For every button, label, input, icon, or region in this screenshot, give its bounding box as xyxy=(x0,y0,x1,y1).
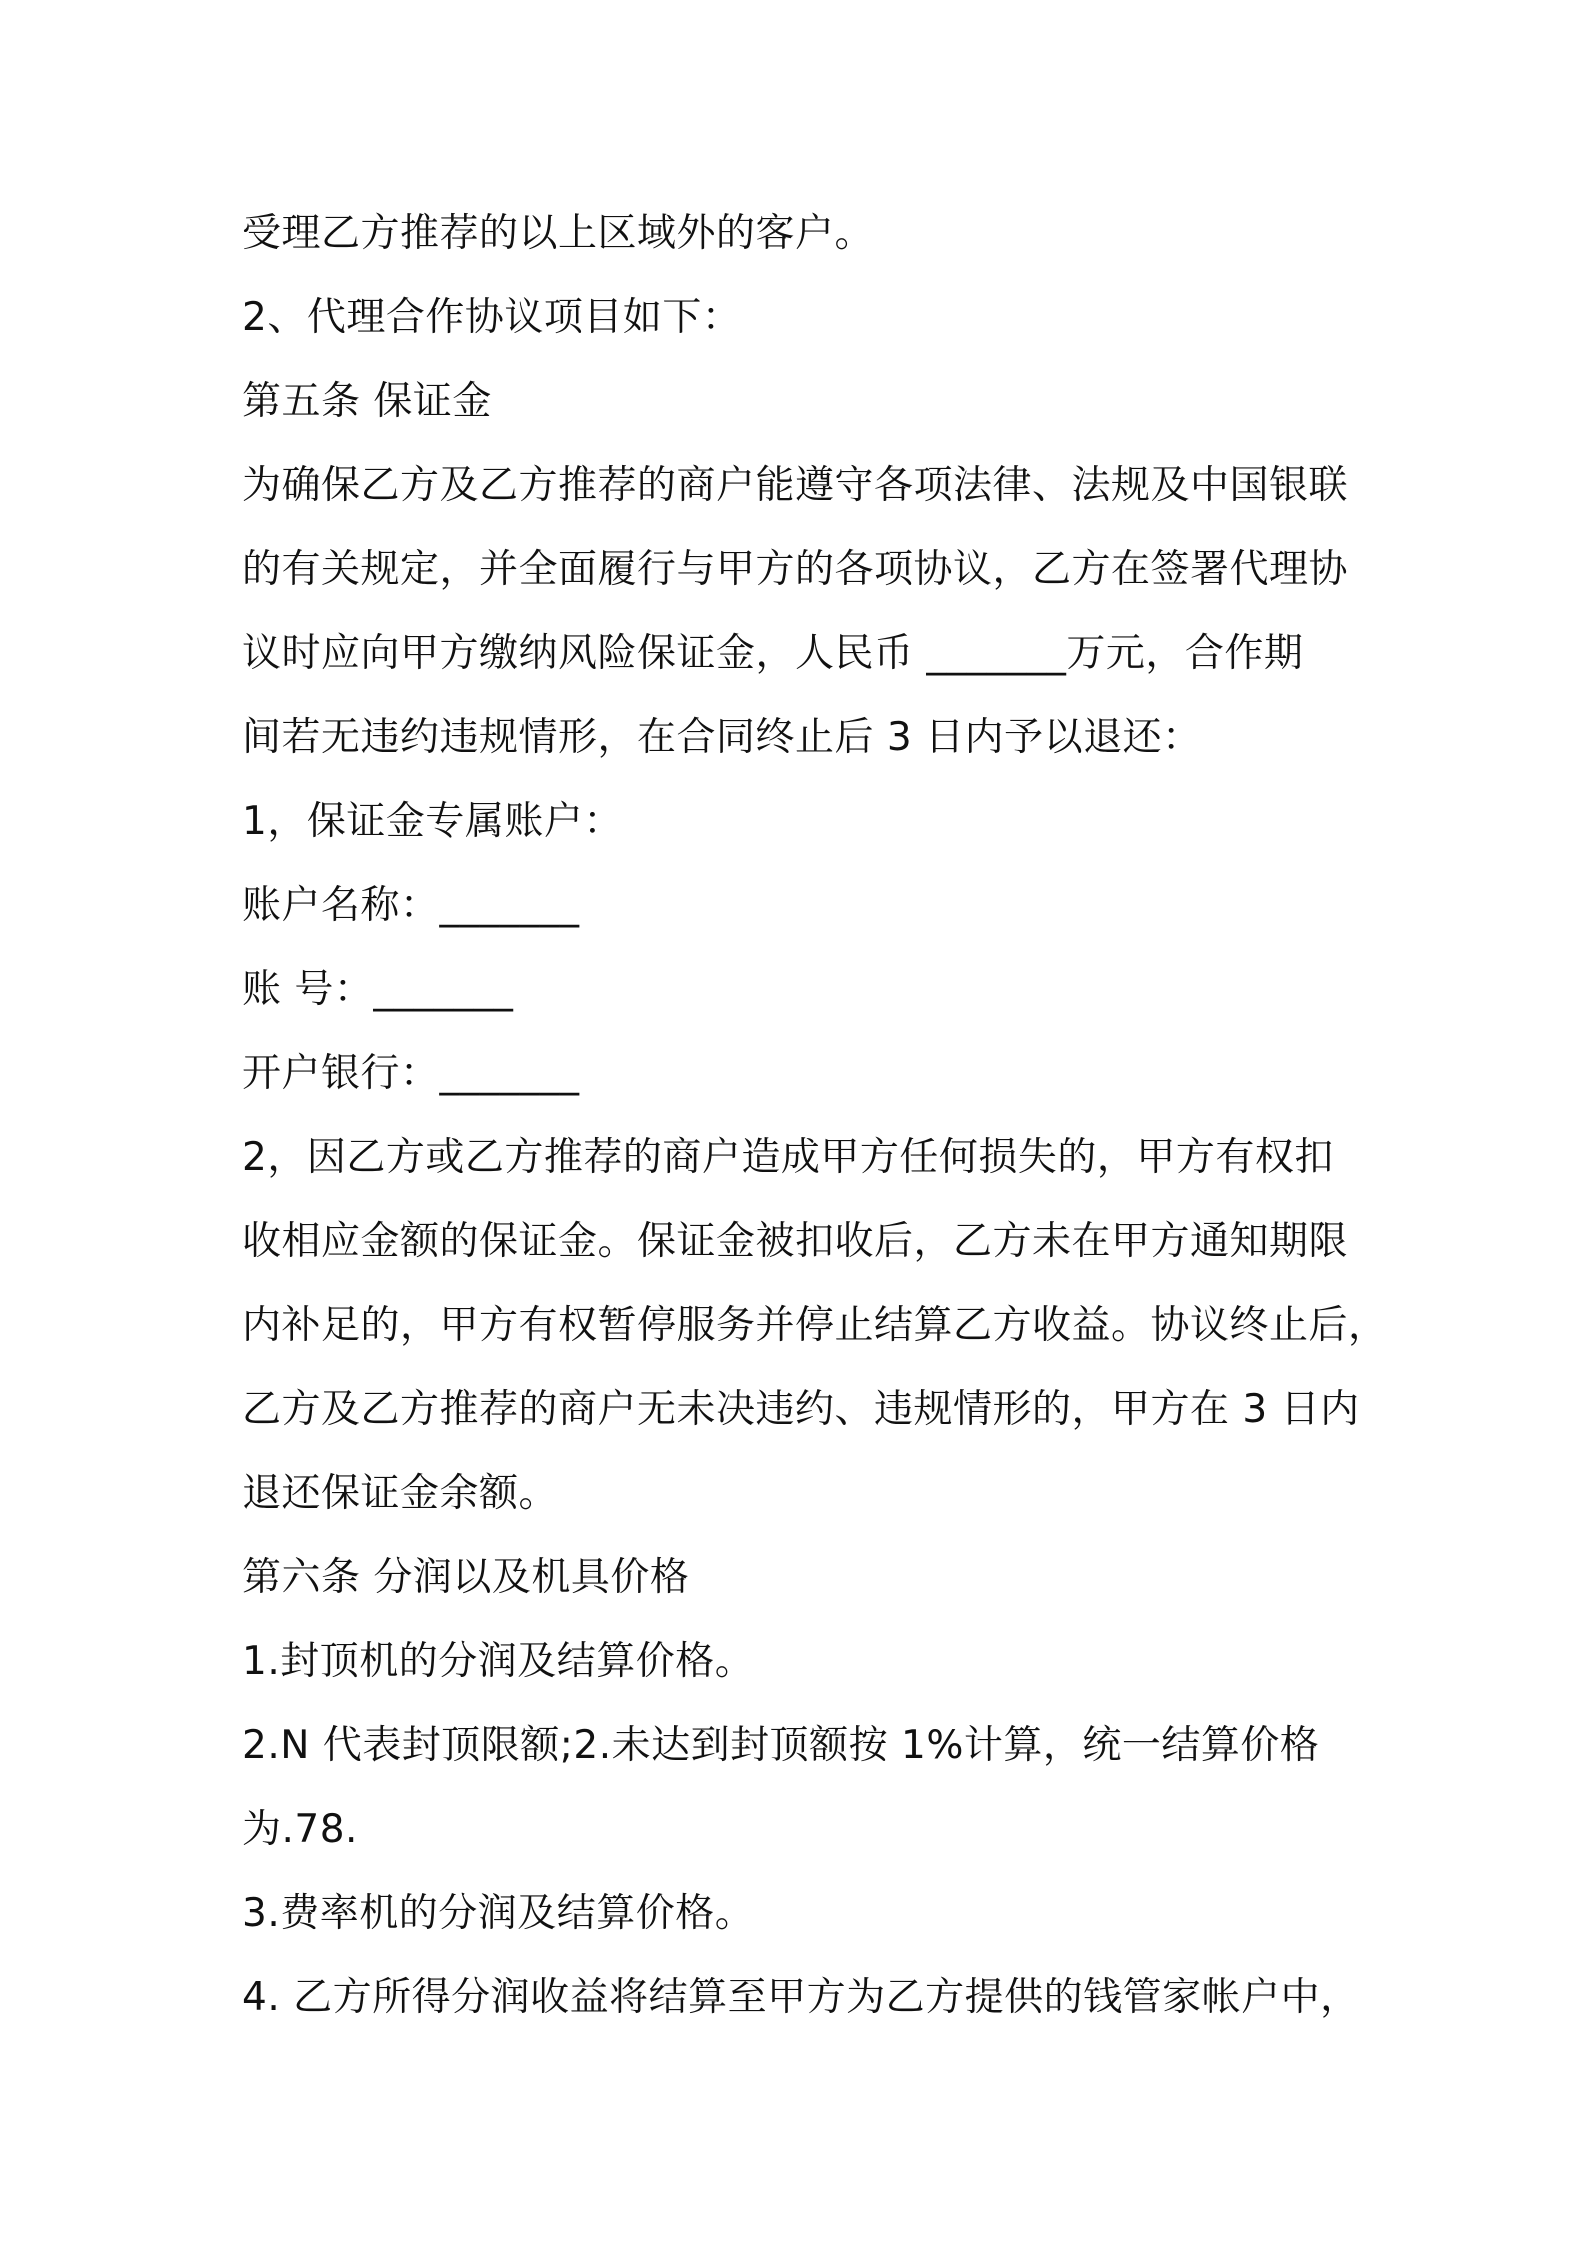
paragraph-line: 1.封顶机的分润及结算价格。 xyxy=(242,1639,755,1684)
paragraph-line: 乙方及乙方推荐的商户无未决违约、违规情形的，甲方在 3 日内 xyxy=(242,1387,1360,1432)
paragraph-line: 的有关规定，并全面履行与甲方的各项协议，乙方在签署代理协 xyxy=(242,547,1349,592)
paragraph-line: 为.78. xyxy=(242,1807,358,1852)
section-heading: 第五条 保证金 xyxy=(242,379,492,424)
paragraph-line: 议时应向甲方缴纳风险保证金，人民币 _______万元，合作期 xyxy=(242,631,1304,676)
paragraph-line: 4. 乙方所得分润收益将结算至甲方为乙方提供的钱管家帐户中， xyxy=(242,1975,1360,2020)
paragraph-line: 内补足的，甲方有权暂停服务并停止结算乙方收益。协议终止后， xyxy=(242,1303,1388,1348)
paragraph-line: 2，因乙方或乙方推荐的商户造成甲方任何损失的，甲方有权扣 xyxy=(242,1135,1334,1180)
section-heading: 第六条 分润以及机具价格 xyxy=(242,1555,690,1600)
paragraph-line: 受理乙方推荐的以上区域外的客户。 xyxy=(242,211,875,256)
paragraph-line: 2、代理合作协议项目如下： xyxy=(242,295,742,340)
paragraph-line: 为确保乙方及乙方推荐的商户能遵守各项法律、法规及中国银联 xyxy=(242,463,1349,508)
paragraph-line: 3.费率机的分润及结算价格。 xyxy=(242,1891,755,1936)
account-name-field: 账户名称：_______ xyxy=(242,883,580,928)
paragraph-line: 收相应金额的保证金。保证金被扣收后，乙方未在甲方通知期限 xyxy=(242,1219,1349,1264)
account-number-field: 账 号：_______ xyxy=(242,967,514,1012)
paragraph-line: 退还保证金余额。 xyxy=(242,1471,559,1516)
document-body xyxy=(242,192,1388,2040)
paragraph-line: 间若无违约违规情形，在合同终止后 3 日内予以退还： xyxy=(242,715,1202,760)
paragraph-line: 1，保证金专属账户： xyxy=(242,799,623,844)
paragraph-line: 2.N 代表封顶限额;2.未达到封顶额按 1%计算，统一结算价格 xyxy=(242,1723,1320,1768)
bank-field: 开户银行：_______ xyxy=(242,1051,580,1096)
